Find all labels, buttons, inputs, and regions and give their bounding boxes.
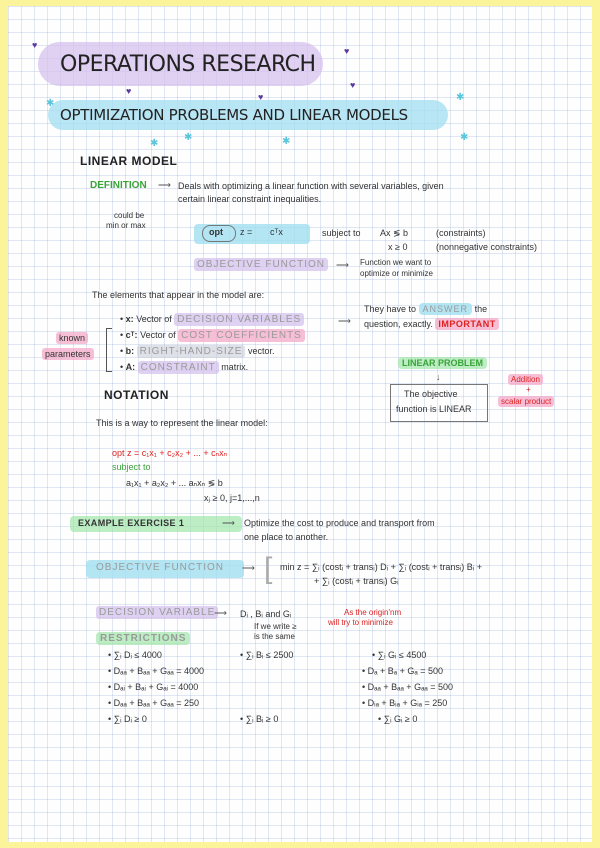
restriction-c1-3: • Dₐₐ + Bₐₐ + Gₐₐ = 250 xyxy=(108,698,200,708)
restriction-c1-2: • Dₐᵢ + Bₐᵢ + Gₐᵢ = 4000 xyxy=(108,682,199,692)
constraint-1: Ax ≶ b xyxy=(380,228,409,238)
restriction-c3-0: • ∑ᵢ Gᵢ ≤ 4500 xyxy=(372,650,427,660)
restrictions-label: RESTRICTIONS xyxy=(96,632,190,645)
arrow-icon: ⟶ xyxy=(338,316,351,326)
page-title: OPERATIONS RESEARCH xyxy=(60,52,316,77)
restriction-c3-1: • Dₐ + Bₐ + Gₐ = 500 xyxy=(362,666,443,676)
restriction-c1-4: • ∑ᵢ Dᵢ ≥ 0 xyxy=(108,714,147,724)
write-note-2: is the same xyxy=(254,632,295,641)
arrow-icon: ⟶ xyxy=(222,518,235,528)
star-icon: ✱ xyxy=(184,132,193,143)
page-subtitle: OPTIMIZATION PROBLEMS AND LINEAR MODELS xyxy=(60,106,408,124)
restriction-c3-2: • Dₐₐ + Bₐₐ + Gₐₐ = 500 xyxy=(362,682,454,692)
bracket xyxy=(106,328,112,372)
write-note-1: If we write ≥ xyxy=(254,622,297,631)
notation-line-1: opt z = c₁x₁ + c₂x₂ + ... + cₙxₙ xyxy=(112,448,228,458)
star-icon: ✱ xyxy=(150,138,159,149)
heart-icon: ♥ xyxy=(344,46,350,56)
definition-label: DEFINITION xyxy=(90,180,147,191)
element-symbol: x: xyxy=(125,314,134,324)
restriction-text: ∑ᵢ Dᵢ ≥ 0 xyxy=(113,714,147,724)
arrow-icon: ⟶ xyxy=(158,180,171,190)
restriction-c2-1: • ∑ᵢ Bᵢ ≥ 0 xyxy=(240,714,279,724)
notation-line-3: a₁x₁ + a₂x₂ + ... aₙxₙ ≶ b xyxy=(126,478,223,488)
notation-line-2: subject to xyxy=(112,462,151,472)
element-symbol: A: xyxy=(125,362,136,372)
z-equals: z = xyxy=(240,227,253,237)
heart-icon: ♥ xyxy=(126,86,132,96)
restriction-text: ∑ᵢ Gᵢ ≤ 4500 xyxy=(377,650,427,660)
element-highlight: DECISION VARIABLES xyxy=(174,313,304,326)
element-x: • x: Vector of DECISION VARIABLES xyxy=(120,314,304,325)
arrow-icon: ⟶ xyxy=(214,608,227,618)
star-icon: ✱ xyxy=(46,98,55,109)
linear-problem-label: LINEAR PROBLEM xyxy=(398,357,487,369)
answer-prefix: They have to xyxy=(364,304,417,314)
objective-label: OBJECTIVE FUNCTION xyxy=(96,562,225,573)
objective-line-2: + ∑ᵢ (costᵢ + transᵢ) Gᵢ xyxy=(314,576,399,586)
objective-line-1: min z = ∑ᵢ (costᵢ + transᵢ) Dᵢ + ∑ᵢ (costᵢ + transᵢ) Bᵢ + xyxy=(280,562,482,572)
restriction-c1-1: • Dₐₐ + Bₐₐ + Gₐₐ = 4000 xyxy=(108,666,205,676)
element-text: Vector of xyxy=(136,314,172,324)
restriction-c1-0: • ∑ᵢ Dᵢ ≤ 4000 xyxy=(108,650,162,660)
plus-note: + xyxy=(526,385,531,394)
heart-icon: ♥ xyxy=(32,40,38,50)
could-be-note: could be xyxy=(114,211,145,220)
element-a: • A: CONSTRAINT matrix. xyxy=(120,362,249,373)
opt-symbol: opt xyxy=(209,227,223,237)
star-icon: ✱ xyxy=(282,136,291,147)
function-note-2: optimize or minimize xyxy=(360,269,433,278)
element-highlight: RIGHT-HAND-SIZE xyxy=(137,345,246,358)
objective-function-label: OBJECTIVE FUNCTION xyxy=(194,258,328,271)
lp-box-line-2: function is LINEAR xyxy=(396,404,472,414)
constraint-1-note: (constraints) xyxy=(436,228,486,238)
definition-line-1: Deals with optimizing a linear function with several variables, given xyxy=(178,181,444,191)
answer-word: ANSWER xyxy=(419,303,473,315)
restriction-text: ∑ᵢ Gᵢ ≥ 0 xyxy=(383,714,418,724)
min-or-max-note: min or max xyxy=(106,221,146,230)
example-heading: EXAMPLE EXERCISE 1 xyxy=(78,518,185,528)
restriction-text: Dₐₐ + Bₐₐ + Gₐₐ = 250 xyxy=(113,698,200,708)
restriction-text: Dₐₐ + Bₐₐ + Gₐₐ = 4000 xyxy=(113,666,205,676)
element-symbol: cᵀ: xyxy=(125,330,138,340)
restriction-text: Dₐ + Bₐ + Gₐ = 500 xyxy=(367,666,443,676)
linear-model-heading: LINEAR MODEL xyxy=(80,154,178,168)
element-highlight: CONSTRAINT xyxy=(138,361,219,374)
restriction-text: ∑ᵢ Bᵢ ≤ 2500 xyxy=(245,650,294,660)
example-desc-1: Optimize the cost to produce and transport from xyxy=(244,518,435,528)
restriction-text: ∑ᵢ Dᵢ ≤ 4000 xyxy=(113,650,162,660)
answer-line-2 xyxy=(364,319,499,329)
notation-line-4: xⱼ ≥ 0, j=1,...,n xyxy=(204,493,260,503)
arrow-icon: ⟶ xyxy=(242,563,255,573)
star-icon: ✱ xyxy=(456,92,465,103)
element-text: Vector of xyxy=(140,330,176,340)
restriction-text: ∑ᵢ Bᵢ ≥ 0 xyxy=(245,714,279,724)
restriction-text: Dₐₐ + Bₐₐ + Gₐₐ = 500 xyxy=(367,682,454,692)
addition-note: Addition xyxy=(508,374,543,385)
element-b: • b: RIGHT-HAND-SIZE vector. xyxy=(120,346,275,357)
element-c: • cᵀ: Vector of COST COEFFICIENTS xyxy=(120,330,305,341)
star-icon: ✱ xyxy=(460,132,469,143)
function-note-1: Function we want to xyxy=(360,258,432,267)
notebook-page xyxy=(8,6,592,842)
element-highlight: COST COEFFICIENTS xyxy=(178,329,305,342)
restriction-c3-4: • ∑ᵢ Gᵢ ≥ 0 xyxy=(378,714,418,724)
scalar-product-note: scalar product xyxy=(498,396,554,407)
restriction-c2-0: • ∑ᵢ Bᵢ ≤ 2500 xyxy=(240,650,294,660)
subject-to-label: subject to xyxy=(322,228,361,238)
decision-variable-value: Dᵢ , Bᵢ and Gᵢ xyxy=(240,609,292,619)
answer-suffix: the xyxy=(474,304,488,314)
known-label: known xyxy=(56,332,88,344)
element-after: matrix. xyxy=(221,362,249,372)
restriction-text: Dᵢₐ + Bᵢₐ + Gᵢₐ = 250 xyxy=(367,698,448,708)
parameters-label: parameters xyxy=(42,348,94,360)
left-bracket: [ xyxy=(264,552,273,585)
ctx-term: cᵀx xyxy=(270,227,283,237)
constraint-2-note: (nonnegative constraints) xyxy=(436,242,538,252)
definition-line-2: certain linear constraint inequalities. xyxy=(178,194,322,204)
constraint-2: x ≥ 0 xyxy=(388,242,408,252)
decision-variable-label: DECISION VARIABLE xyxy=(96,606,218,619)
answer-line-2-text: question, exactly. xyxy=(364,319,433,329)
elements-intro: The elements that appear in the model are: xyxy=(92,290,265,300)
lp-box-line-1: The objective xyxy=(404,389,458,399)
notation-heading: NOTATION xyxy=(104,388,169,402)
element-after: vector. xyxy=(247,346,275,356)
example-desc-2: one place to another. xyxy=(244,532,329,542)
restriction-text: Dₐᵢ + Bₐᵢ + Gₐᵢ = 4000 xyxy=(113,682,199,692)
heart-icon: ♥ xyxy=(258,92,264,102)
origin-note-2: will try to minimize xyxy=(328,618,393,627)
notation-intro: This is a way to represent the linear model: xyxy=(96,418,268,428)
element-symbol: b: xyxy=(125,346,135,356)
heart-icon: ♥ xyxy=(350,80,356,90)
origin-note-1: As the origin'nm xyxy=(344,608,402,617)
restriction-c3-3: • Dᵢₐ + Bᵢₐ + Gᵢₐ = 250 xyxy=(362,698,448,708)
down-arrow-icon: ↓ xyxy=(436,372,441,382)
important-label: IMPORTANT xyxy=(435,318,498,330)
answer-line-1 xyxy=(364,304,487,314)
arrow-icon: ⟶ xyxy=(336,260,349,270)
